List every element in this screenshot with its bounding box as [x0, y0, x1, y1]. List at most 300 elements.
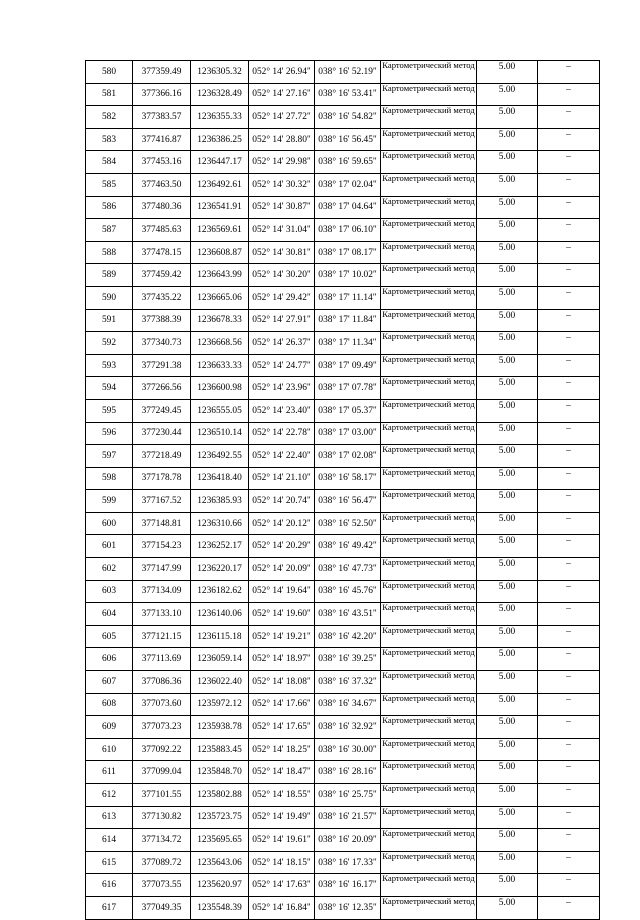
note-cell: –	[538, 603, 600, 626]
y-coordinate-cell: 1236059.14	[191, 648, 249, 671]
precision-cell: 5.00	[477, 83, 538, 106]
note-cell: –	[538, 422, 600, 445]
method-cell: Картометрический метод	[381, 671, 477, 694]
precision-cell: 5.00	[477, 558, 538, 581]
longitude-cell: 038° 16' 20.09"	[315, 829, 381, 852]
latitude-cell: 052° 14' 31.04"	[249, 219, 315, 242]
longitude-cell: 038° 17' 05.37"	[315, 399, 381, 422]
x-coordinate-cell: 377230.44	[133, 422, 191, 445]
x-coordinate-cell: 377485.63	[133, 219, 191, 242]
note-cell: –	[538, 286, 600, 309]
x-coordinate-cell: 377092.22	[133, 738, 191, 761]
precision-cell: 5.00	[477, 648, 538, 671]
method-cell: Картометрический метод	[381, 173, 477, 196]
x-coordinate-cell: 377383.57	[133, 106, 191, 129]
y-coordinate-cell: 1236569.61	[191, 219, 249, 242]
x-coordinate-cell: 377388.39	[133, 309, 191, 332]
note-cell: –	[538, 874, 600, 897]
precision-cell: 5.00	[477, 896, 538, 919]
precision-cell: 5.00	[477, 332, 538, 355]
point-number-cell: 617	[86, 896, 133, 919]
precision-cell: 5.00	[477, 106, 538, 129]
point-number-cell: 590	[86, 286, 133, 309]
longitude-cell: 038° 17' 11.84"	[315, 309, 381, 332]
x-coordinate-cell: 377148.81	[133, 512, 191, 535]
precision-cell: 5.00	[477, 445, 538, 468]
note-cell: –	[538, 896, 600, 919]
table-row	[86, 558, 600, 581]
point-number-cell: 607	[86, 671, 133, 694]
latitude-cell: 052° 14' 19.21"	[249, 625, 315, 648]
point-number-cell: 613	[86, 806, 133, 829]
note-cell: –	[538, 693, 600, 716]
latitude-cell: 052° 14' 17.66"	[249, 693, 315, 716]
longitude-cell: 038° 16' 54.82"	[315, 106, 381, 129]
latitude-cell: 052° 14' 18.55"	[249, 784, 315, 807]
note-cell: –	[538, 399, 600, 422]
longitude-cell: 038° 16' 34.67"	[315, 693, 381, 716]
x-coordinate-cell: 377049.35	[133, 896, 191, 919]
x-coordinate-cell: 377134.72	[133, 829, 191, 852]
latitude-cell: 052° 14' 16.84"	[249, 896, 315, 919]
point-number-cell: 580	[86, 61, 133, 84]
y-coordinate-cell: 1236678.33	[191, 309, 249, 332]
x-coordinate-cell: 377463.50	[133, 173, 191, 196]
latitude-cell: 052° 14' 30.87"	[249, 196, 315, 219]
x-coordinate-cell: 377478.15	[133, 241, 191, 264]
method-cell: Картометрический метод	[381, 422, 477, 445]
longitude-cell: 038° 16' 56.47"	[315, 490, 381, 513]
precision-cell: 5.00	[477, 693, 538, 716]
method-cell: Картометрический метод	[381, 196, 477, 219]
point-number-cell: 600	[86, 512, 133, 535]
x-coordinate-cell: 377359.49	[133, 61, 191, 84]
y-coordinate-cell: 1236182.62	[191, 580, 249, 603]
latitude-cell: 052° 14' 18.97"	[249, 648, 315, 671]
method-cell: Картометрический метод	[381, 784, 477, 807]
note-cell: –	[538, 83, 600, 106]
point-number-cell: 586	[86, 196, 133, 219]
longitude-cell: 038° 16' 37.32"	[315, 671, 381, 694]
y-coordinate-cell: 1235695.65	[191, 829, 249, 852]
method-cell: Картометрический метод	[381, 535, 477, 558]
latitude-cell: 052° 14' 19.49"	[249, 806, 315, 829]
latitude-cell: 052° 14' 27.72"	[249, 106, 315, 129]
table-row	[86, 896, 600, 919]
point-number-cell: 602	[86, 558, 133, 581]
table-row	[86, 851, 600, 874]
latitude-cell: 052° 14' 23.96"	[249, 377, 315, 400]
y-coordinate-cell: 1236418.40	[191, 467, 249, 490]
x-coordinate-cell: 377073.60	[133, 693, 191, 716]
y-coordinate-cell: 1236510.14	[191, 422, 249, 445]
longitude-cell: 038° 17' 11.14"	[315, 286, 381, 309]
y-coordinate-cell: 1236555.05	[191, 399, 249, 422]
precision-cell: 5.00	[477, 829, 538, 852]
note-cell: –	[538, 241, 600, 264]
note-cell: –	[538, 219, 600, 242]
y-coordinate-cell: 1236665.06	[191, 286, 249, 309]
longitude-cell: 038° 16' 30.00"	[315, 738, 381, 761]
method-cell: Картометрический метод	[381, 851, 477, 874]
table-row	[86, 219, 600, 242]
method-cell: Картометрический метод	[381, 399, 477, 422]
method-cell: Картометрический метод	[381, 61, 477, 84]
y-coordinate-cell: 1236305.32	[191, 61, 249, 84]
method-cell: Картометрический метод	[381, 83, 477, 106]
table-row	[86, 716, 600, 739]
y-coordinate-cell: 1236328.49	[191, 83, 249, 106]
point-number-cell: 594	[86, 377, 133, 400]
table-row	[86, 309, 600, 332]
precision-cell: 5.00	[477, 354, 538, 377]
note-cell: –	[538, 535, 600, 558]
note-cell: –	[538, 151, 600, 174]
precision-cell: 5.00	[477, 151, 538, 174]
longitude-cell: 038° 16' 45.76"	[315, 580, 381, 603]
x-coordinate-cell: 377113.69	[133, 648, 191, 671]
y-coordinate-cell: 1236492.55	[191, 445, 249, 468]
y-coordinate-cell: 1235643.06	[191, 851, 249, 874]
precision-cell: 5.00	[477, 490, 538, 513]
y-coordinate-cell: 1236310.66	[191, 512, 249, 535]
note-cell: –	[538, 829, 600, 852]
table-row	[86, 61, 600, 84]
longitude-cell: 038° 16' 16.17"	[315, 874, 381, 897]
table-row	[86, 625, 600, 648]
latitude-cell: 052° 14' 20.09"	[249, 558, 315, 581]
point-number-cell: 589	[86, 264, 133, 287]
x-coordinate-cell: 377453.16	[133, 151, 191, 174]
table-row	[86, 784, 600, 807]
table-row	[86, 422, 600, 445]
point-number-cell: 609	[86, 716, 133, 739]
latitude-cell: 052° 14' 18.08"	[249, 671, 315, 694]
method-cell: Картометрический метод	[381, 738, 477, 761]
method-cell: Картометрический метод	[381, 377, 477, 400]
precision-cell: 5.00	[477, 241, 538, 264]
x-coordinate-cell: 377073.55	[133, 874, 191, 897]
note-cell: –	[538, 445, 600, 468]
note-cell: –	[538, 61, 600, 84]
point-number-cell: 611	[86, 761, 133, 784]
latitude-cell: 052° 14' 29.42"	[249, 286, 315, 309]
latitude-cell: 052° 14' 20.12"	[249, 512, 315, 535]
latitude-cell: 052° 14' 19.60"	[249, 603, 315, 626]
table-row	[86, 603, 600, 626]
method-cell: Картометрический метод	[381, 151, 477, 174]
point-number-cell: 593	[86, 354, 133, 377]
note-cell: –	[538, 106, 600, 129]
x-coordinate-cell: 377134.09	[133, 580, 191, 603]
note-cell: –	[538, 625, 600, 648]
precision-cell: 5.00	[477, 851, 538, 874]
longitude-cell: 038° 16' 21.57"	[315, 806, 381, 829]
point-number-cell: 604	[86, 603, 133, 626]
y-coordinate-cell: 1236492.61	[191, 173, 249, 196]
note-cell: –	[538, 851, 600, 874]
table-row	[86, 512, 600, 535]
method-cell: Картометрический метод	[381, 874, 477, 897]
method-cell: Картометрический метод	[381, 558, 477, 581]
y-coordinate-cell: 1236447.17	[191, 151, 249, 174]
x-coordinate-cell: 377178.78	[133, 467, 191, 490]
x-coordinate-cell: 377480.36	[133, 196, 191, 219]
longitude-cell: 038° 16' 59.65"	[315, 151, 381, 174]
precision-cell: 5.00	[477, 377, 538, 400]
longitude-cell: 038° 17' 09.49"	[315, 354, 381, 377]
table-row	[86, 106, 600, 129]
precision-cell: 5.00	[477, 761, 538, 784]
longitude-cell: 038° 16' 28.16"	[315, 761, 381, 784]
method-cell: Картометрический метод	[381, 896, 477, 919]
precision-cell: 5.00	[477, 784, 538, 807]
method-cell: Картометрический метод	[381, 490, 477, 513]
latitude-cell: 052° 14' 28.80"	[249, 128, 315, 151]
method-cell: Картометрический метод	[381, 716, 477, 739]
y-coordinate-cell: 1235883.45	[191, 738, 249, 761]
precision-cell: 5.00	[477, 196, 538, 219]
longitude-cell: 038° 17' 07.78"	[315, 377, 381, 400]
table-row	[86, 535, 600, 558]
method-cell: Картометрический метод	[381, 354, 477, 377]
y-coordinate-cell: 1236633.33	[191, 354, 249, 377]
longitude-cell: 038° 17' 03.00"	[315, 422, 381, 445]
x-coordinate-cell: 377291.38	[133, 354, 191, 377]
x-coordinate-cell: 377154.23	[133, 535, 191, 558]
note-cell: –	[538, 377, 600, 400]
point-number-cell: 616	[86, 874, 133, 897]
method-cell: Картометрический метод	[381, 580, 477, 603]
x-coordinate-cell: 377101.55	[133, 784, 191, 807]
x-coordinate-cell: 377366.16	[133, 83, 191, 106]
y-coordinate-cell: 1236643.99	[191, 264, 249, 287]
latitude-cell: 052° 14' 26.37"	[249, 332, 315, 355]
precision-cell: 5.00	[477, 61, 538, 84]
point-number-cell: 584	[86, 151, 133, 174]
precision-cell: 5.00	[477, 286, 538, 309]
latitude-cell: 052° 14' 21.10"	[249, 467, 315, 490]
y-coordinate-cell: 1236252.17	[191, 535, 249, 558]
precision-cell: 5.00	[477, 128, 538, 151]
y-coordinate-cell: 1236600.98	[191, 377, 249, 400]
latitude-cell: 052° 14' 20.74"	[249, 490, 315, 513]
latitude-cell: 052° 14' 19.61"	[249, 829, 315, 852]
latitude-cell: 052° 14' 27.16"	[249, 83, 315, 106]
latitude-cell: 052° 14' 23.40"	[249, 399, 315, 422]
precision-cell: 5.00	[477, 264, 538, 287]
x-coordinate-cell: 377133.10	[133, 603, 191, 626]
note-cell: –	[538, 558, 600, 581]
longitude-cell: 038° 16' 47.73"	[315, 558, 381, 581]
point-number-cell: 614	[86, 829, 133, 852]
point-number-cell: 610	[86, 738, 133, 761]
longitude-cell: 038° 16' 52.19"	[315, 61, 381, 84]
table-row	[86, 264, 600, 287]
note-cell: –	[538, 173, 600, 196]
method-cell: Картометрический метод	[381, 445, 477, 468]
x-coordinate-cell: 377073.23	[133, 716, 191, 739]
latitude-cell: 052° 14' 27.91"	[249, 309, 315, 332]
y-coordinate-cell: 1236385.93	[191, 490, 249, 513]
note-cell: –	[538, 467, 600, 490]
table-row	[86, 173, 600, 196]
point-number-cell: 583	[86, 128, 133, 151]
table-row	[86, 580, 600, 603]
y-coordinate-cell: 1235972.12	[191, 693, 249, 716]
table-row	[86, 671, 600, 694]
note-cell: –	[538, 196, 600, 219]
longitude-cell: 038° 16' 49.42"	[315, 535, 381, 558]
note-cell: –	[538, 761, 600, 784]
table-row	[86, 806, 600, 829]
longitude-cell: 038° 16' 56.45"	[315, 128, 381, 151]
table-row	[86, 761, 600, 784]
latitude-cell: 052° 14' 17.65"	[249, 716, 315, 739]
point-number-cell: 587	[86, 219, 133, 242]
method-cell: Картометрический метод	[381, 332, 477, 355]
point-number-cell: 599	[86, 490, 133, 513]
x-coordinate-cell: 377218.49	[133, 445, 191, 468]
note-cell: –	[538, 784, 600, 807]
longitude-cell: 038° 17' 08.17"	[315, 241, 381, 264]
longitude-cell: 038° 17' 04.64"	[315, 196, 381, 219]
precision-cell: 5.00	[477, 806, 538, 829]
precision-cell: 5.00	[477, 603, 538, 626]
point-number-cell: 612	[86, 784, 133, 807]
y-coordinate-cell: 1235848.70	[191, 761, 249, 784]
table-row	[86, 83, 600, 106]
table-row	[86, 196, 600, 219]
precision-cell: 5.00	[477, 173, 538, 196]
longitude-cell: 038° 16' 52.50"	[315, 512, 381, 535]
latitude-cell: 052° 14' 19.64"	[249, 580, 315, 603]
point-number-cell: 601	[86, 535, 133, 558]
y-coordinate-cell: 1235802.88	[191, 784, 249, 807]
note-cell: –	[538, 354, 600, 377]
point-number-cell: 581	[86, 83, 133, 106]
point-number-cell: 603	[86, 580, 133, 603]
latitude-cell: 052° 14' 22.40"	[249, 445, 315, 468]
point-number-cell: 615	[86, 851, 133, 874]
y-coordinate-cell: 1236541.91	[191, 196, 249, 219]
y-coordinate-cell: 1236608.87	[191, 241, 249, 264]
point-number-cell: 605	[86, 625, 133, 648]
longitude-cell: 038° 16' 25.75"	[315, 784, 381, 807]
point-number-cell: 595	[86, 399, 133, 422]
method-cell: Картометрический метод	[381, 264, 477, 287]
note-cell: –	[538, 490, 600, 513]
x-coordinate-cell: 377147.99	[133, 558, 191, 581]
table-row	[86, 490, 600, 513]
table-row	[86, 874, 600, 897]
longitude-cell: 038° 17' 11.34"	[315, 332, 381, 355]
x-coordinate-cell: 377089.72	[133, 851, 191, 874]
precision-cell: 5.00	[477, 716, 538, 739]
precision-cell: 5.00	[477, 399, 538, 422]
x-coordinate-cell: 377099.04	[133, 761, 191, 784]
longitude-cell: 038° 16' 12.35"	[315, 896, 381, 919]
y-coordinate-cell: 1236220.17	[191, 558, 249, 581]
y-coordinate-cell: 1236355.33	[191, 106, 249, 129]
x-coordinate-cell: 377130.82	[133, 806, 191, 829]
longitude-cell: 038° 16' 43.51"	[315, 603, 381, 626]
method-cell: Картометрический метод	[381, 286, 477, 309]
precision-cell: 5.00	[477, 738, 538, 761]
table-row	[86, 467, 600, 490]
method-cell: Картометрический метод	[381, 241, 477, 264]
latitude-cell: 052° 14' 30.81"	[249, 241, 315, 264]
table-row	[86, 445, 600, 468]
table-row	[86, 399, 600, 422]
x-coordinate-cell: 377459.42	[133, 264, 191, 287]
longitude-cell: 038° 16' 39.25"	[315, 648, 381, 671]
note-cell: –	[538, 580, 600, 603]
precision-cell: 5.00	[477, 535, 538, 558]
latitude-cell: 052° 14' 17.63"	[249, 874, 315, 897]
longitude-cell: 038° 17' 02.08"	[315, 445, 381, 468]
note-cell: –	[538, 671, 600, 694]
longitude-cell: 038° 17' 02.04"	[315, 173, 381, 196]
note-cell: –	[538, 128, 600, 151]
note-cell: –	[538, 738, 600, 761]
longitude-cell: 038° 16' 17.33"	[315, 851, 381, 874]
latitude-cell: 052° 14' 30.32"	[249, 173, 315, 196]
method-cell: Картометрический метод	[381, 625, 477, 648]
method-cell: Картометрический метод	[381, 761, 477, 784]
method-cell: Картометрический метод	[381, 512, 477, 535]
note-cell: –	[538, 264, 600, 287]
table-row	[86, 693, 600, 716]
note-cell: –	[538, 512, 600, 535]
y-coordinate-cell: 1236386.25	[191, 128, 249, 151]
x-coordinate-cell: 377416.87	[133, 128, 191, 151]
x-coordinate-cell: 377086.36	[133, 671, 191, 694]
x-coordinate-cell: 377266.56	[133, 377, 191, 400]
precision-cell: 5.00	[477, 671, 538, 694]
table-row	[86, 241, 600, 264]
table-row	[86, 128, 600, 151]
point-number-cell: 598	[86, 467, 133, 490]
table-row	[86, 332, 600, 355]
x-coordinate-cell: 377121.15	[133, 625, 191, 648]
latitude-cell: 052° 14' 26.94"	[249, 61, 315, 84]
point-number-cell: 597	[86, 445, 133, 468]
latitude-cell: 052° 14' 22.78"	[249, 422, 315, 445]
longitude-cell: 038° 16' 53.41"	[315, 83, 381, 106]
precision-cell: 5.00	[477, 580, 538, 603]
x-coordinate-cell: 377340.73	[133, 332, 191, 355]
y-coordinate-cell: 1236022.40	[191, 671, 249, 694]
latitude-cell: 052° 14' 20.29"	[249, 535, 315, 558]
precision-cell: 5.00	[477, 874, 538, 897]
method-cell: Картометрический метод	[381, 128, 477, 151]
note-cell: –	[538, 648, 600, 671]
x-coordinate-cell: 377167.52	[133, 490, 191, 513]
note-cell: –	[538, 716, 600, 739]
y-coordinate-cell: 1236668.56	[191, 332, 249, 355]
point-number-cell: 591	[86, 309, 133, 332]
latitude-cell: 052° 14' 18.25"	[249, 738, 315, 761]
point-number-cell: 606	[86, 648, 133, 671]
table-row	[86, 738, 600, 761]
latitude-cell: 052° 14' 30.20"	[249, 264, 315, 287]
longitude-cell: 038° 17' 06.10"	[315, 219, 381, 242]
table-row	[86, 151, 600, 174]
precision-cell: 5.00	[477, 219, 538, 242]
y-coordinate-cell: 1236115.18	[191, 625, 249, 648]
table-row	[86, 286, 600, 309]
